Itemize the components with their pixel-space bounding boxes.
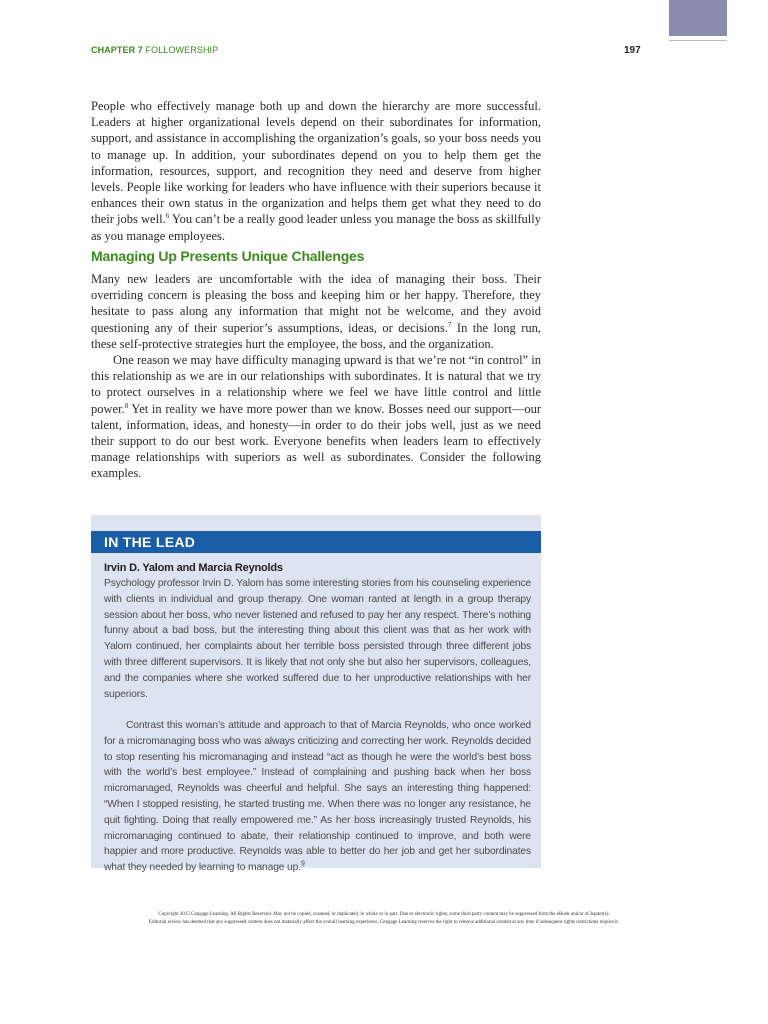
page-number: 197 xyxy=(624,45,641,56)
copyright-line: Editorial review has deemed that any suppressed content does not materially affect the overall learning experience. Cengage Learning reserves the right to remove additional content at any time if subsequent rights restrictions require it. xyxy=(148,920,620,925)
footnote-ref: 6 xyxy=(165,212,170,221)
paragraph-text: People who effectively manage both up and down the hierarchy are more successful. Leaders at higher organizational levels depend on their subordinates for information, support, and assistance in accomplishing the organization’s goals, so your boss needs you to manage up. In addition, your subordinates depend on you to help them get the information, resources, support, and recognition they need and deserve from higher levels. People like working for leaders who have influence with their superiors because it enhances their own status in the organization and helps them get what they need to do their jobs well. xyxy=(91,99,541,227)
footnote-ref: 7 xyxy=(447,320,452,329)
section-heading: Managing Up Presents Unique Challenges xyxy=(91,248,365,264)
chapter-title: FOLLOWERSHIP xyxy=(145,45,219,55)
corner-divider xyxy=(669,40,727,41)
paragraph-text: Yet in reality we have more power than we know. Bosses need our support—our talent, information, ideas, and honesty—in order to do their jobs well, just as we need their support to do our best work. Everyone benefits when leaders learn to effectively manage relationships with superiors as well as subordinates. Consider the following examples. xyxy=(91,401,541,481)
in-the-lead-label: IN THE LEAD xyxy=(91,531,541,553)
chapter-label: CHAPTER 7 xyxy=(91,45,143,55)
paragraph-text: Many new leaders are uncomfortable with the idea of managing their boss. Their overriding concern is pleasing the boss and keeping him or her happy. Therefore, they hesitate to pass along any information that might not be welcome, and they avoid questioning any of their superior’s assumptions, ideas, or decisions. xyxy=(91,272,541,335)
copyright-notice xyxy=(60,911,708,927)
paragraph-managing-upward xyxy=(91,352,541,482)
corner-tab xyxy=(669,0,727,36)
paragraph-text: In the long run, these self-protective strategies hurt the employee, the boss, and the organization. xyxy=(91,320,541,351)
paragraph-text: You can’t be a really good leader unless you manage the boss as skillfully as you manage employees. xyxy=(91,212,542,243)
running-head xyxy=(91,45,218,55)
box-subhead: Irvin D. Yalom and Marcia Reynolds xyxy=(104,562,283,574)
paragraph-text: One reason we may have difficulty managing upward is that we’re not “in control” in this relationship as we are in our relationships with subordinates. It is natural that we try to protect ourselves in a relationship where we feel we have little control and little power. xyxy=(91,353,541,416)
footnote-ref: 9 xyxy=(300,860,305,868)
box-paragraph-reynolds xyxy=(104,718,531,876)
box-paragraph-yalom: Psychology professor Irvin D. Yalom has some interesting stories from his counseling experience with clients in individual and group therapy. One woman ranted at length in a group therapy session about her boss, who never listened and refused to pay her any respect. There’s nothing funny about a bad boss, but the interesting thing about this client was that as her work with Yalom continued, her complaints about her terrible boss persisted through three different jobs with three different supervisors. It is likely that not only she but also her supervisors, colleagues, and the companies where she worked suffered due to her unproductive relationships with her superiors. xyxy=(104,578,531,700)
paragraph-new-leaders xyxy=(91,271,541,352)
paragraph-managing-both xyxy=(91,98,541,244)
footnote-ref: 8 xyxy=(124,401,129,410)
copyright-line: Copyright 2015 Cengage Learning. All Rights Reserved. May not be copied, scanned, or duplicated, in whole or in part. Due to electronic rights, some third party content may be suppressed from the eBook and/or eChapter(s). xyxy=(158,912,610,917)
in-the-lead-box xyxy=(91,515,541,874)
box-paragraph-text: Contrast this woman’s attitude and approach to that of Marcia Reynolds, who once worked for a micromanaging boss who was always criticizing and correcting her work. Reynolds decided to stop resenting his micromanaging and instead “act as though he were the world’s best boss with the world’s best employee.” Instead of complaining and pushing back when her boss micromanaged, Reynolds was cheerful and helpful. She says an interesting thing happened: “When I stopped resisting, he started trusting me. When there was no longer any resistance, he quit fighting. Doing that really empowered me.” As her boss increasingly trusted Reynolds, his micromanaging continued to abate, their relationship continued to improve, and both were happier and more productive. Reynolds was able to better do her job and get her subordinates what they needed by learning to manage up. xyxy=(104,720,531,874)
